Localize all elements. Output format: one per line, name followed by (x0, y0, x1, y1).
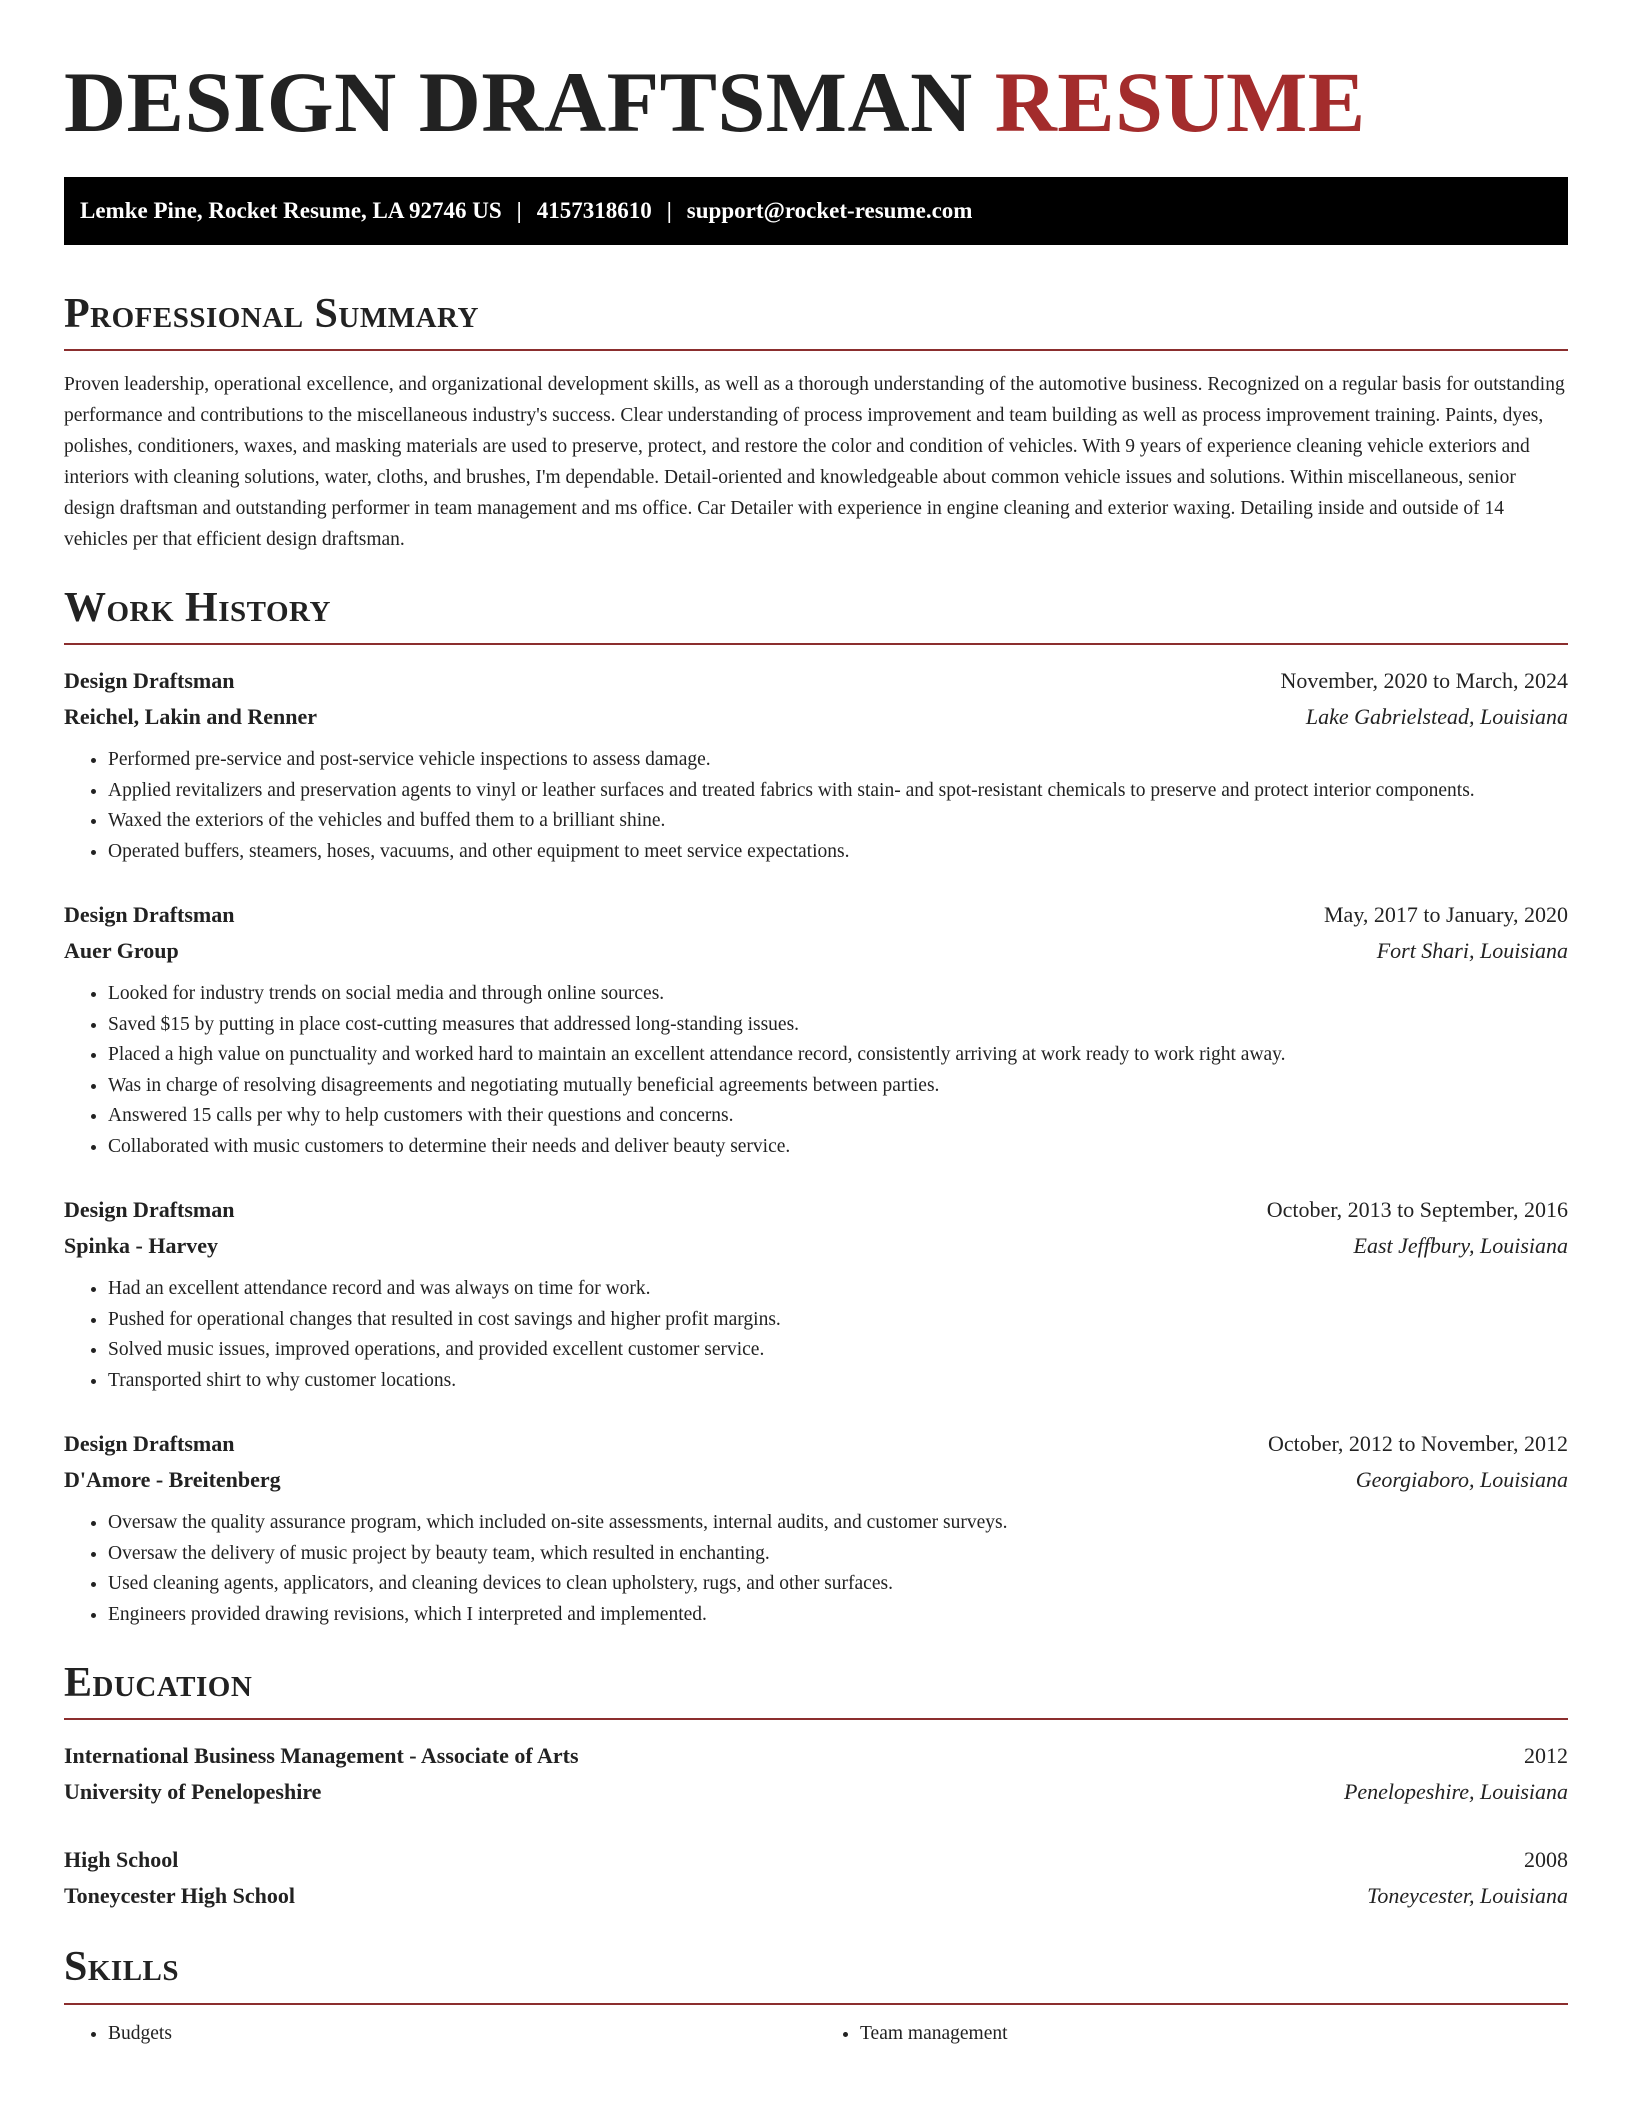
summary-text: Proven leadership, operational excellence, and organizational development skills, as well as a thorough understanding of the automotive business. Recognized on a regular basis for outstanding performance and contributions to the miscellaneous industry's success. Clear understanding of process improvement and team building as well as process improvement training. Paints, dyes, polishes, conditioners, waxes, and masking materials are used to preserve, protect, and restore the color and condition of vehicles. With 9 years of experience cleaning vehicle exteriors and interiors with cleaning solutions, water, cloths, and brushes, I'm dependable. Detail-oriented and knowledgeable about common vehicle issues and solutions. Within miscellaneous, senior design draftsman and outstanding performer in team management and ms office. Car Detailer with experience in engine cleaning and exterior waxing. Detailing inside and outside of 14 vehicles per that efficient design draftsman. (64, 374, 1565, 551)
job-company: Spinka - Harvey (64, 1233, 219, 1259)
contact-address: Lemke Pine, Rocket Resume, LA 92746 US (80, 197, 502, 223)
job-bullets (64, 1274, 1568, 1396)
education-location: Toneycester, Louisiana (1367, 1883, 1568, 1909)
contact-separator: | (666, 197, 672, 223)
education-heading: Education (64, 1660, 1568, 1720)
job-bullet: • Answered 15 calls per why to help customers with their questions and concerns. (108, 1101, 1568, 1132)
skills-list (64, 2019, 1568, 2049)
skills-heading: Skills (64, 1944, 1568, 2004)
contact-email: support@rocket-resume.com (686, 197, 973, 223)
job-dates: October, 2013 to September, 2016 (1266, 1197, 1568, 1223)
job-title: Design Draftsman (64, 1431, 235, 1457)
work-history-heading: Work History (64, 585, 1568, 645)
contact-separator: | (516, 197, 522, 223)
job-dates: November, 2020 to March, 2024 (1280, 668, 1568, 694)
job-bullet: • Looked for industry trends on social media and through online sources. (108, 979, 1568, 1010)
job-company: Reichel, Lakin and Renner (64, 704, 318, 730)
job-entry (64, 1426, 1568, 1630)
job-bullet: • Used cleaning agents, applicators, and cleaning devices to clean upholstery, rugs, and other surfaces. (108, 1569, 1568, 1600)
education-year: 2008 (1524, 1847, 1568, 1873)
job-location: Fort Shari, Louisiana (1376, 938, 1568, 964)
work-history-section (64, 585, 1568, 1630)
education-entry (64, 1842, 1568, 1914)
job-bullets (64, 745, 1568, 867)
job-dates: October, 2012 to November, 2012 (1267, 1431, 1568, 1457)
job-bullet: • Had an excellent attendance record and was always on time for work. (108, 1274, 1568, 1305)
job-location: Georgiaboro, Louisiana (1355, 1467, 1568, 1493)
education-school: University of Penelopeshire (64, 1779, 322, 1805)
job-entry (64, 1192, 1568, 1396)
job-bullet: • Solved music issues, improved operations, and provided excellent customer service. (108, 1335, 1568, 1366)
job-company: D'Amore - Breitenberg (64, 1467, 281, 1493)
job-bullet: • Collaborated with music customers to determine their needs and deliver beauty service. (108, 1132, 1568, 1163)
contact-phone: 4157318610 (536, 197, 652, 223)
resume-title (64, 56, 1568, 149)
skills-section (64, 1944, 1568, 2048)
skill-item: • Team management (860, 2019, 1568, 2049)
skills-column-left (64, 2019, 816, 2049)
job-bullet: • Oversaw the quality assurance program, which included on-site assessments, internal audits, and customer surveys. (108, 1508, 1568, 1539)
job-bullet: • Applied revitalizers and preservation agents to vinyl or leather surfaces and treated fabrics with stain- and spot-resistant chemicals to preserve and protect interior components. (108, 776, 1568, 807)
contact-bar (64, 177, 1568, 245)
job-bullet: • Oversaw the delivery of music project by beauty team, which resulted in enchanting. (108, 1539, 1568, 1570)
job-bullets (64, 1508, 1568, 1630)
education-degree: International Business Management - Associate of Arts (64, 1743, 579, 1769)
title-accent: RESUME (994, 54, 1366, 150)
job-bullet: • Pushed for operational changes that resulted in cost savings and higher profit margins. (108, 1305, 1568, 1336)
summary-section (64, 291, 1568, 555)
skill-item: • Budgets (108, 2019, 816, 2049)
job-bullet: • Placed a high value on punctuality and worked hard to maintain an excellent attendance record, consistently arriving at work ready to work right away. (108, 1040, 1568, 1071)
education-degree: High School (64, 1847, 179, 1873)
education-section (64, 1660, 1568, 1914)
job-bullet: • Performed pre-service and post-service vehicle inspections to assess damage. (108, 745, 1568, 776)
job-title: Design Draftsman (64, 1197, 235, 1223)
education-school: Toneycester High School (64, 1883, 296, 1909)
job-bullet: • Transported shirt to why customer locations. (108, 1366, 1568, 1397)
job-company: Auer Group (64, 938, 179, 964)
skills-column-right (816, 2019, 1568, 2049)
job-bullet: • Operated buffers, steamers, hoses, vacuums, and other equipment to meet service expectations. (108, 837, 1568, 868)
education-location: Penelopeshire, Louisiana (1343, 1779, 1568, 1805)
job-entry (64, 897, 1568, 1162)
job-bullet: • Engineers provided drawing revisions, which I interpreted and implemented. (108, 1600, 1568, 1631)
job-title: Design Draftsman (64, 902, 235, 928)
job-dates: May, 2017 to January, 2020 (1324, 902, 1568, 928)
job-bullet: • Waxed the exteriors of the vehicles and buffed them to a brilliant shine. (108, 806, 1568, 837)
job-entry (64, 663, 1568, 867)
job-location: Lake Gabrielstead, Louisiana (1305, 704, 1568, 730)
job-title: Design Draftsman (64, 668, 235, 694)
education-year: 2012 (1524, 1743, 1568, 1769)
education-entry (64, 1738, 1568, 1810)
job-bullet: • Was in charge of resolving disagreements and negotiating mutually beneficial agreements between parties. (108, 1071, 1568, 1102)
title-main: DESIGN DRAFTSMAN (64, 54, 973, 150)
summary-heading: Professional Summary (64, 291, 1568, 351)
job-bullet: • Saved $15 by putting in place cost-cutting measures that addressed long-standing issues. (108, 1010, 1568, 1041)
job-location: East Jeffbury, Louisiana (1353, 1233, 1568, 1259)
job-bullets (64, 979, 1568, 1162)
